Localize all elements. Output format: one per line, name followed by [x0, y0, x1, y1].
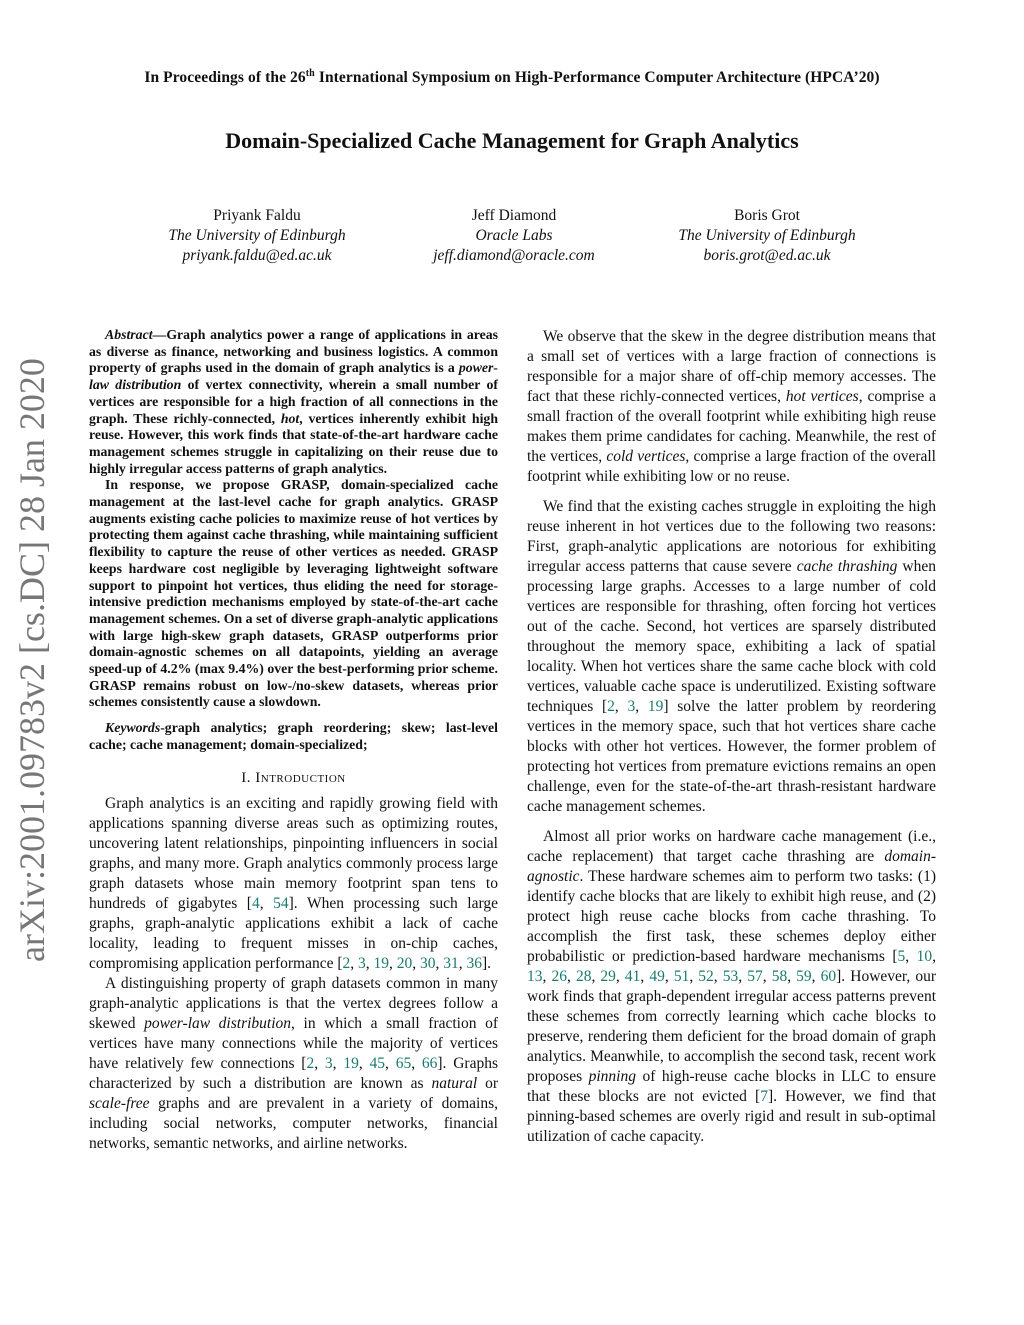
citation-link[interactable]: 3: [627, 698, 636, 715]
text-run: —Graph analytics power a range of applications in areas as diverse as finance, networking and business logistics. A common property of graphs used in the domain of graph analytics is a: [89, 327, 498, 376]
citation-link[interactable]: 36: [466, 954, 483, 972]
text-run: We find that the existing caches struggle in exploiting the high reuse inherent in hot vertices due to the following two reasons: First, graph-analytic applications are notorious for exhibiting irregular access patterns that cause severe: [527, 498, 936, 575]
citation-link[interactable]: 30: [420, 954, 436, 972]
citation-link[interactable]: 3: [324, 1054, 333, 1072]
author-affiliation: The University of Edinburgh: [168, 227, 346, 244]
citation-link[interactable]: 19: [647, 698, 664, 715]
author-block: [107, 206, 407, 266]
emphasis: power-law distribution: [144, 1014, 292, 1032]
citation-link[interactable]: 49: [649, 968, 665, 985]
text-run: We observe that the skew in the degree distribution means that a small set of vertices with a large fraction of connections is responsible for a major share of off-chip memory accesses. The fact that these richly-connected vertices,: [527, 328, 936, 405]
abstract-paragraph: In response, we propose GRASP, domain-specialized cache management at the last-level cache for graph analytics. GRASP augments existing cache policies to maximize reuse of hot vertices by protecting them against cache thrashing, while maintaining sufficient flexibility to capture the reuse of other vertices as needed. GRASP keeps hardware cost negligible by leveraging lightweight software support to pinpoint hot vertices, thus eliding the need for storage-intensive prediction mechanisms employed by state-of-the-art cache management schemes. On a set of diverse graph-analytic applications with large high-skew graph datasets, GRASP outperforms prior domain-agnostic schemes on all datapoints, yielding an average speed-up of 4.2% (max 9.4%) over the best-performing prior scheme. GRASP remains robust on low-/no-skew datasets, whereas prior schemes consistently cause a slowdown.: [89, 477, 498, 710]
citation-link[interactable]: 19: [373, 954, 390, 972]
body-paragraph: [527, 827, 936, 1147]
text-run: , in which a small fraction of vertices have many connections while the majority of vertices have relatively few connections [: [89, 1014, 498, 1072]
text-run: of vertex connectivity, wherein a small number of vertices are responsible for a high fraction of all connections in the graph. These richly-connected,: [89, 377, 498, 426]
text-run: graphs and are prevalent in a variety of domains, including social networks, computer networks, financial networks, semantic networks, and airline networks.: [89, 1094, 498, 1152]
emphasis: cold vertices: [606, 448, 686, 465]
text-run: ]. However, we find that pinning-based schemes are overly rigid and result in sub-optimal utilization of cache capacity.: [527, 1088, 936, 1145]
text-run: ]. However, our work finds that graph-dependent irregular access patterns prevent these schemes from correctly learning which cache blocks to preserve, rendering them deficient for the broad domain of graph analytics. Meanwhile, to accomplish the second task, recent work proposes: [527, 968, 937, 1085]
emphasis: power-law distribution: [89, 360, 498, 393]
text-run: , comprise a small fraction of the overall footprint while exhibiting high reuse makes them prime candidates for caching. Meanwhile, the rest of the vertices,: [527, 388, 936, 465]
citation-link[interactable]: 58: [771, 968, 788, 985]
citation-link[interactable]: 10: [916, 948, 933, 965]
citation-link[interactable]: 59: [796, 968, 812, 985]
right-column: [527, 327, 936, 1147]
citation-link[interactable]: 7: [760, 1088, 768, 1105]
venue-superscript: th: [305, 68, 315, 79]
author-email[interactable]: priyank.faldu@ed.ac.uk: [182, 247, 332, 264]
citation-link[interactable]: 5: [897, 948, 906, 965]
text-run: . These hardware schemes aim to perform two tasks: (1) identify cache blocks that are likely to exhibit high reuse, and (2) protect high reuse cache blocks from cache thrashing. To accomplish the first task, these schemes deploy either probabilistic or prediction-based hardware mechanisms [: [527, 868, 936, 965]
arxiv-stamp: arXiv:2001.09783v2 [cs.DC] 28 Jan 2020: [12, 358, 52, 962]
citation-link[interactable]: 28: [575, 968, 592, 985]
citation-link[interactable]: 4: [251, 894, 260, 912]
body-paragraph: [527, 327, 936, 487]
citation-link[interactable]: 60: [820, 968, 837, 985]
citation-link[interactable]: 45: [369, 1054, 386, 1072]
body-paragraph: Graph analytics is an exciting and rapidly growing field with applications spanning diverse areas such as optimizing routes, uncovering latent relationships, pinpointing influencers in social graphs, and many more. Graph analytics commonly process large graph datasets whose main memory footprint span tens to hundreds of gigabytes [4, 54]. When processing such large graphs, graph-analytic applications exhibit a lack of cache locality, leading to frequent misses in on-chip caches, compromising application performance [2, 3, 19, 20, 30, 31, 36].: [89, 794, 499, 972]
author-name: Priyank Faldu: [213, 207, 301, 224]
citation-link[interactable]: 3: [358, 954, 366, 972]
citation-link[interactable]: 13: [527, 968, 543, 985]
emphasis: hot vertices: [785, 388, 859, 405]
citation-link[interactable]: 2: [607, 698, 615, 715]
citation-link[interactable]: 41: [624, 968, 641, 985]
citation-link[interactable]: 31: [443, 954, 459, 972]
left-column: [89, 327, 498, 1154]
paper-title: Domain-Specialized Cache Management for Graph Analytics: [225, 128, 799, 153]
citation-link[interactable]: 29: [600, 968, 616, 985]
text-run: Almost all prior works on hardware cache management (i.e., cache replacement) that target cache thrashing are: [527, 828, 936, 865]
citation-link[interactable]: 65: [395, 1054, 412, 1072]
abstract: [89, 327, 498, 754]
text-run: or: [477, 1074, 499, 1092]
citation-link[interactable]: 52: [698, 968, 714, 985]
emphasis: hot: [280, 410, 300, 426]
citation-link[interactable]: 20: [396, 954, 413, 972]
text-run: , comprise a large fraction of the overall footprint while exhibiting low or no reuse.: [527, 448, 936, 485]
emphasis: pinning: [588, 1068, 636, 1085]
citation-link[interactable]: 66: [421, 1054, 438, 1072]
author-block: [617, 206, 917, 266]
citation-link[interactable]: 19: [343, 1054, 359, 1072]
citation-list: 5, 10, 13, 26, 28, 29, 41, 49, 51, 52, 53, 57, 58, 59, 60: [527, 948, 936, 985]
text-run: , vertices inherently exhibit high reuse. However, this work finds that state-of-the-art hardware cache management schemes struggle in capitalizing on their reuse due to highly irregular access patterns of graph analytics.: [89, 410, 498, 476]
text-run: when processing large graphs. Accesses to a large number of cold vertices are responsible for thrashing, often forcing hot vertices out of the cache. Second, hot vertices are sparsely distributed throughout the memory space, exhibiting a lack of spatial locality. When hot vertices share the same cache block with cold vertices, valuable cache space is underutilized. Existing software techniques [: [527, 558, 936, 715]
text-run: Graph analytics is an exciting and rapidly growing field with applications spanning diverse areas such as optimizing routes, uncovering latent relationships, pinpointing influencers in social graphs, and many more. Graph analytics commonly process large graph datasets whose main memory footprint span tens to hundreds of gigabytes [: [89, 794, 498, 912]
venue-text: In Proceedings of the 26: [144, 69, 306, 87]
author-email[interactable]: jeff.diamond@oracle.com: [433, 247, 595, 264]
keywords: [89, 720, 498, 753]
body-paragraph: A distinguishing property of graph datasets common in many graph-analytic applications is that the vertex degrees follow a skewed power-law distribution, in which a small fraction of vertices have many connections while the majority of vertices have relatively few connections [2, 3, 19, 45, 65, 66]. Graphs characterized by such a distribution are known as natural or scale-free graphs and are prevalent in a variety of domains, including social networks, computer networks, financial networks, semantic networks, and airline networks.: [89, 974, 499, 1152]
emphasis: scale-free: [89, 1094, 150, 1112]
text-run: ]. Graphs characterized by such a distribution are known as: [89, 1054, 499, 1092]
emphasis: cache thrashing: [796, 558, 898, 575]
text-run: ]. When processing such large graphs, graph-analytic applications exhibit a lack of cache locality, leading to frequent misses in on-chip caches, compromising application performance [: [89, 894, 499, 972]
citation-link[interactable]: 54: [273, 894, 289, 912]
venue-line: [0, 68, 1024, 87]
abstract-paragraph: [89, 327, 498, 477]
venue-text-rest: International Symposium on High-Performance Computer Architecture (HPCA’20): [314, 69, 880, 87]
author-affiliation: The University of Edinburgh: [678, 227, 856, 244]
emphasis: natural: [431, 1074, 478, 1092]
author-name: Boris Grot: [734, 207, 800, 224]
citation-link[interactable]: 53: [722, 968, 739, 985]
author-name: Jeff Diamond: [471, 207, 557, 224]
keywords-label: Keywords: [105, 720, 161, 736]
citation-link[interactable]: 57: [747, 968, 763, 985]
abstract-label: Abstract: [105, 327, 153, 342]
citation-link[interactable]: 2: [306, 1054, 315, 1072]
author-affiliation: Oracle Labs: [475, 227, 553, 244]
citation-link[interactable]: 51: [673, 968, 690, 985]
body-paragraph: We find that the existing caches struggle in exploiting the high reuse inherent in hot vertices due to the following two reasons: First, graph-analytic applications are notorious for exhibiting irregular access patterns that cause severe cache thrashing when processing large graphs. Accesses to a large number of cold vertices are responsible for thrashing, often forcing hot vertices out of the cache. Second, hot vertices are sparsely distributed throughout the memory space, exhibiting a lack of spatial locality. When hot vertices share the same cache block with cold vertices, valuable cache space is underutilized. Existing software techniques [2, 3, 19] solve the latter problem by reordering vertices in the memory space, such that hot vertices share cache blocks with other hot vertices. However, the former problem of protecting hot vertices from premature evictions remains an open challenge, even for the state-of-the-art thrash-resistant hardware cache management schemes.: [527, 498, 937, 815]
text-run: ] solve the latter problem by reordering vertices in the memory space, such that hot vertices share cache blocks with other hot vertices. However, the former problem of protecting hot vertices from premature evictions remains an open challenge, even for the state-of-the-art thrash-resistant hardware cache management schemes.: [527, 698, 937, 815]
author-email[interactable]: boris.grot@ed.ac.uk: [703, 247, 831, 264]
citation-link[interactable]: 2: [342, 954, 351, 972]
emphasis: domain-agnostic: [527, 848, 936, 885]
text-run: A distinguishing property of graph datasets common in many graph-analytic applications is that the vertex degrees follow a skewed: [89, 974, 498, 1032]
section-heading: I. Introduction: [241, 769, 346, 786]
citation-link[interactable]: 26: [551, 968, 567, 985]
text-run: of high-reuse cache blocks in LLC to ensure that these blocks are not evicted [: [527, 1068, 936, 1105]
keywords-text: -graph analytics; graph reordering; skew; last-level cache; cache management; domain-specialized;: [89, 720, 498, 752]
